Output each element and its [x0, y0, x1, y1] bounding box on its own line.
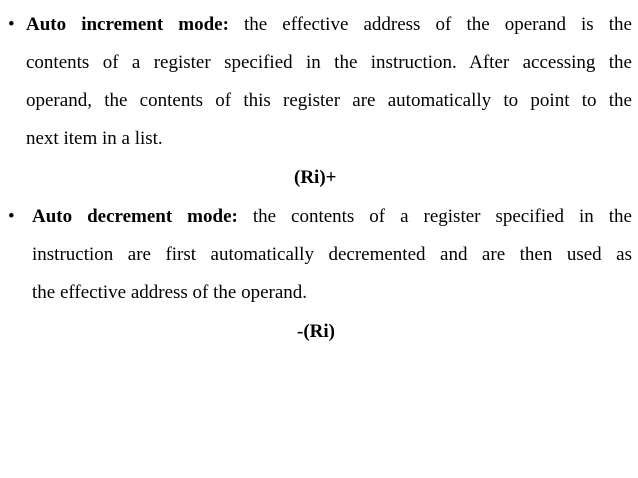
bullet-term: Auto increment mode: [26, 14, 229, 35]
bullet-auto-increment [8, 6, 632, 158]
bullet-text-line: contents of a register specified in the instruction. After accessing the [26, 52, 632, 73]
bullet-text-line: the contents of a register specified in the [237, 206, 632, 227]
bullet-text-line: the effective address of the operand is the [228, 14, 632, 35]
bullet-line-1 [8, 198, 632, 236]
bullet-icon: • [8, 14, 15, 35]
bullet-text [32, 198, 632, 236]
bullet-text-line: the effective address of the operand. [32, 282, 308, 303]
bullet-term: Auto decrement mode: [32, 206, 238, 227]
bullet-text-line: instruction are first automatically decremented and are then used as [32, 244, 632, 265]
bullet-auto-decrement [8, 198, 632, 312]
bullet-icon: • [8, 206, 15, 227]
bullet-text-line: next item in a list. [26, 128, 163, 149]
formula-auto-increment: (Ri)+ [294, 167, 337, 188]
formula-auto-decrement: -(Ri) [297, 321, 335, 342]
bullet-text-line: operand, the contents of this register are automatically to point to the [26, 90, 632, 111]
bullet-line-1 [8, 6, 632, 44]
bullet-text [26, 6, 632, 44]
